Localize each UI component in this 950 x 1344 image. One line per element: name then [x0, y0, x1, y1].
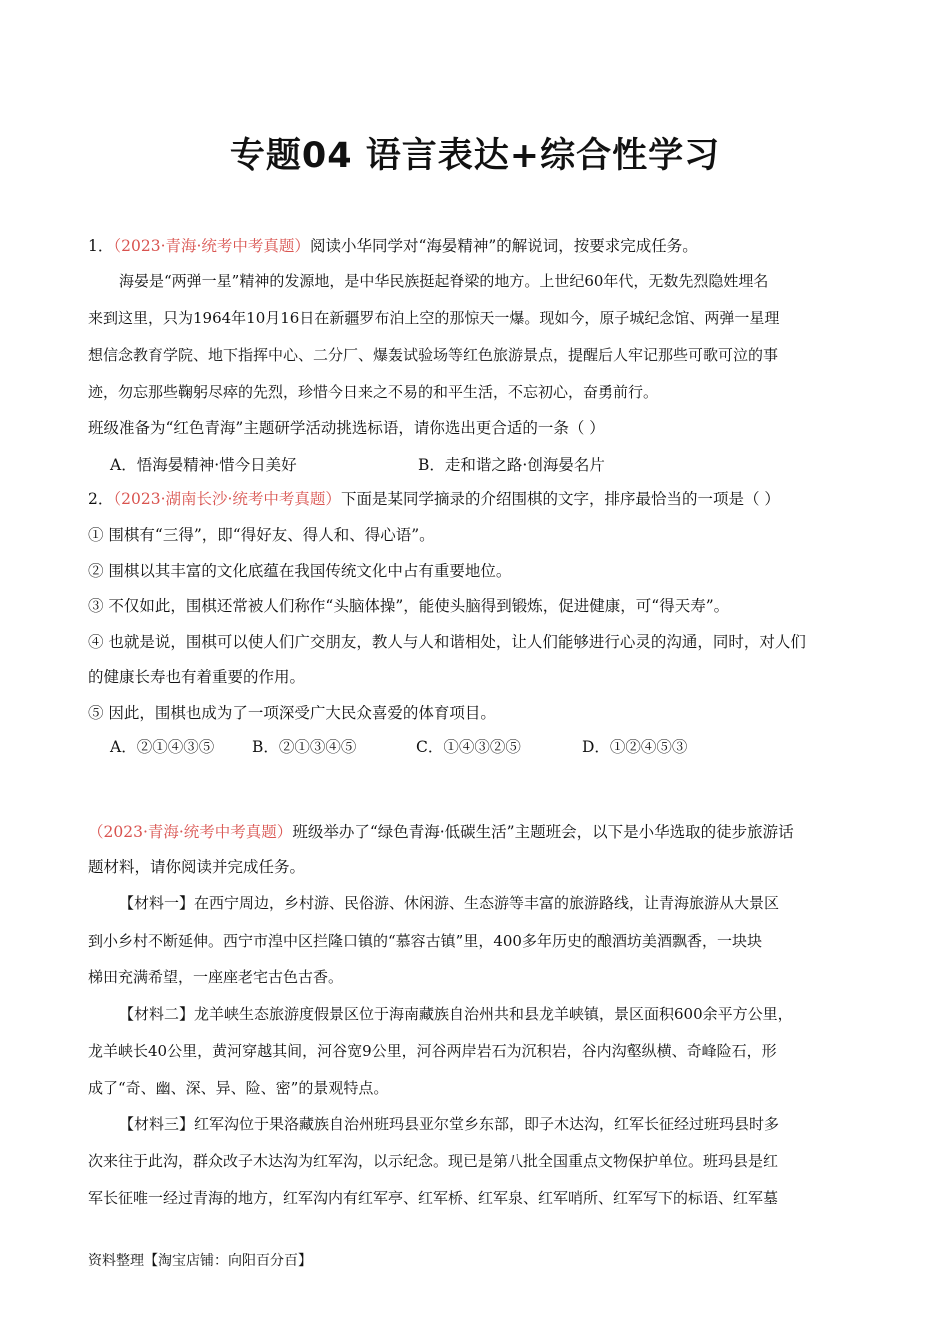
q1-source: （2023·青海·统考中考真题） [113, 237, 310, 255]
q2-option-b: B．②①③④⑤ [252, 738, 357, 756]
material-three-line: 军长征唯一经过青海的地方，红军沟内有红军亭、红军桥、红军泉、红军哨所、红军写下的标语、红军墓 [88, 1189, 779, 1207]
q2-item: ① 围棋有“三得”，即“得好友、得人和、得心语”。 [88, 526, 435, 544]
q3-stem-cont: 题材料，请你阅读并完成任务。 [88, 858, 306, 876]
q2-item: ⑤ 因此，围棋也成为了一项深受广大民众喜爱的体育项目。 [88, 704, 496, 722]
material-two-line: 成了“奇、幽、深、异、险、密”的景观特点。 [88, 1079, 389, 1097]
q2-option-c: C．①④③②⑤ [416, 738, 521, 756]
material-two-line: 【材料二】龙羊峡生态旅游度假景区位于海南藏族自治州共和县龙羊峡镇，景区面积600余平方公里， [119, 1005, 793, 1023]
q2-item: 的健康长寿也有着重要的作用。 [88, 668, 306, 686]
material-three-line: 次来往于此沟，群众改子木达沟为红军沟，以示纪念。现已是第八批全国重点文物保护单位。班玛县是红 [88, 1152, 779, 1170]
q1-option-a: A．悟海晏精神·惜今日美好 [110, 456, 297, 474]
q1-passage-line: 迹，勿忘那些鞠躬尽瘁的先烈，珍惜今日来之不易的和平生活，不忘初心，奋勇前行。 [88, 383, 659, 401]
q2-option-a: A．②①④③⑤ [110, 738, 215, 756]
q2-item: ④ 也就是说，围棋可以使人们广交朋友，教人与人和谐相处，让人们能够进行心灵的沟通，同时，对人们 [88, 633, 806, 651]
q2-header [88, 489, 868, 509]
q1-option-b: B．走和谐之路·创海晏名片 [418, 456, 605, 474]
q2-stem: 下面是某同学摘录的介绍围棋的文字，排序最恰当的一项是（ ） [340, 490, 780, 508]
page-title: 专题04 语言表达+综合性学习 [229, 136, 721, 176]
q1-passage-line: 海晏是“两弹一星”精神的发源地，是中华民族挺起脊梁的地方。上世纪60年代，无数先烈隐姓埋名 [119, 272, 769, 290]
q2-option-d: D．①②④⑤③ [582, 738, 688, 756]
q3-header [88, 822, 868, 842]
q2-number: 2． [88, 490, 114, 508]
q1-stem: 阅读小华同学对“海晏精神”的解说词，按要求完成任务。 [309, 237, 698, 255]
q1-passage-line: 想信念教育学院、地下指挥中心、二分厂、爆轰试验场等红色旅游景点，提醒后人牢记那些可歌可泣的事 [88, 346, 779, 364]
q1-passage-line: 来到这里，只为1964年10月16日在新疆罗布泊上空的那惊天一爆。现如今，原子城纪念馆、两弹一星理 [88, 309, 780, 327]
material-two-line: 龙羊峡长40公里，黄河穿越其间，河谷宽9公里，河谷两岸岩石为沉积岩，谷内沟壑纵横、奇峰险石，形 [88, 1042, 777, 1060]
q1-number: 1． [88, 237, 114, 255]
material-three-line: 【材料三】红军沟位于果洛藏族自治州班玛县亚尔堂乡东部，即子木达沟，红军长征经过班玛县时多 [119, 1115, 780, 1133]
material-one-line: 梯田充满希望，一座座老宅古色古香。 [88, 968, 344, 986]
q2-item: ③ 不仅如此，围棋还常被人们称作“头脑体操”，能使头脑得到锻炼，促进健康，可“得天寿”。 [88, 597, 730, 615]
material-one-line: 到小乡村不断延伸。西宁市湟中区拦隆口镇的“慕容古镇”里，400多年历史的酿酒坊美酒飘香，一块块 [88, 932, 762, 950]
q1-task: 班级准备为“红色青海”主题研学活动挑选标语，请你选出更合适的一条（ ） [88, 419, 605, 437]
q3-stem: 班级举办了“绿色青海·低碳生活”主题班会，以下是小华选取的徒步旅游话 [292, 823, 794, 841]
q1-header [88, 236, 868, 256]
q2-source: （2023·湖南长沙·统考中考真题） [113, 490, 341, 508]
footer-note: 资料整理【淘宝店铺：向阳百分百】 [88, 1253, 312, 1269]
q3-source: （2023·青海·统考中考真题） [88, 823, 293, 841]
q2-item: ② 围棋以其丰富的文化底蕴在我国传统文化中占有重要地位。 [88, 562, 512, 580]
material-one-line: 【材料一】在西宁周边，乡村游、民俗游、休闲游、生态游等丰富的旅游路线，让青海旅游从大景区 [119, 894, 780, 912]
